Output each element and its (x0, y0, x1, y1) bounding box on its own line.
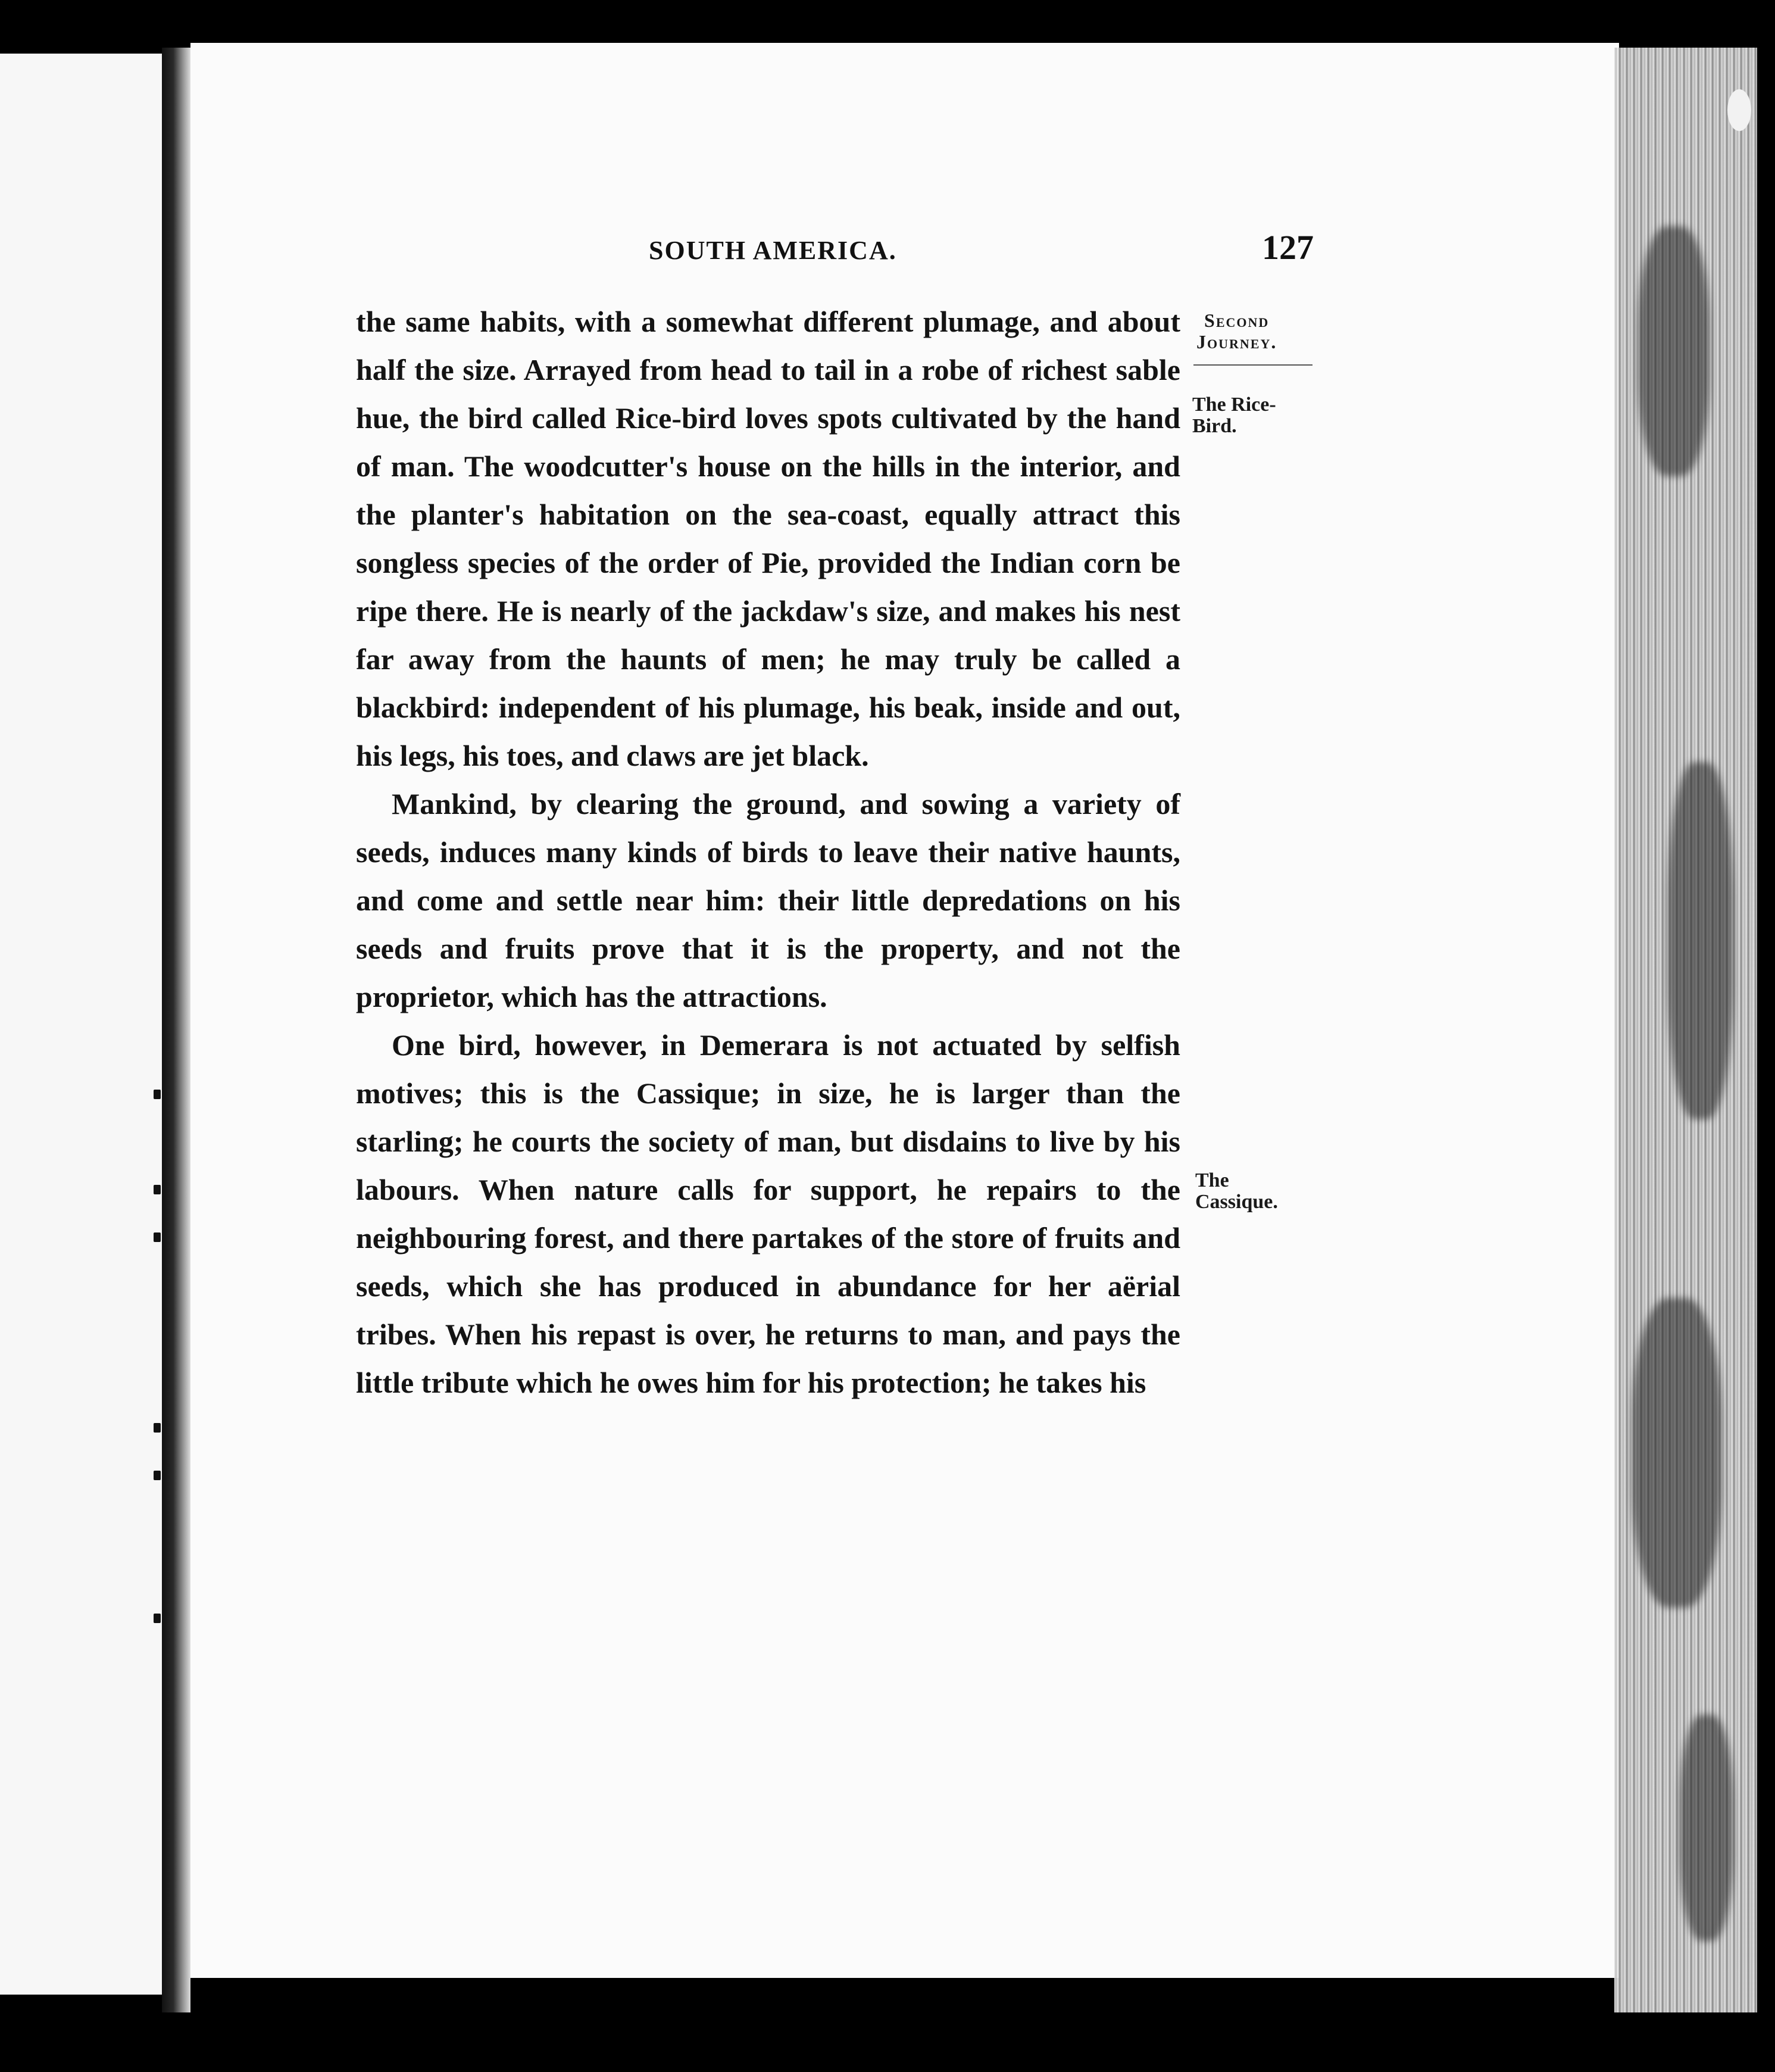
binding-highlight (1727, 89, 1751, 131)
sidenote-cassique: The Cassique. (1195, 1169, 1278, 1213)
print-mark (154, 1423, 161, 1433)
print-mark (154, 1090, 161, 1099)
sidenote-rice-bird: The Rice-Bird. (1192, 394, 1276, 437)
book-gutter (162, 48, 190, 2012)
sidenote-journey (1196, 310, 1277, 352)
paragraph: One bird, however, in Demerara is not actuated by selfish motives; this is the Cassique; in size, he is larger than the starling; he courts the society of man, but disdains to live by his labours. When nature calls for support, he repairs to the neighbouring forest, and there partakes of the store of fruits and seeds, which she has produced in abundance for her aërial tribes. When his repast is over, he returns to man, and pays the little tribute which he owes him for his protection; he takes his (356, 1028, 1180, 1399)
print-mark (154, 1471, 161, 1480)
print-mark (154, 1185, 161, 1194)
sidenote-journey-line2: Journey. (1196, 331, 1277, 352)
marbled-page-edge (1614, 48, 1757, 2012)
print-mark (154, 1614, 161, 1623)
facing-page-edge (0, 54, 165, 1995)
print-mark (154, 1232, 161, 1242)
body-text (356, 298, 1180, 1407)
sidenote-journey-line1: Second (1204, 310, 1270, 331)
page-number: 127 (1262, 228, 1314, 267)
sidenote-rule (1193, 364, 1312, 366)
running-head: SOUTH AMERICA. (649, 236, 897, 265)
paragraph: Mankind, by clearing the ground, and sowing a variety of seeds, induces many kinds of birds to leave their native haunts, and come and settle near him: their little depredations on his seeds and fruits prove that it is the property, and not the proprietor, which has the attractions. (356, 787, 1180, 1013)
paragraph: the same habits, with a somewhat different plumage, and about half the size. Arrayed from head to tail in a robe of richest sable hue, the bird called Rice-bird loves spots cultivated by the hand of man. The woodcutter's house on the hills in the interior, and the planter's habitation on the sea-coast, equally attract this songless species of the order of Pie, provided the Indian corn be ripe there. He is nearly of the jackdaw's size, and makes his nest far away from the haunts of men; he may truly be called a blackbird: independent of his plumage, his beak, inside and out, his legs, his toes, and claws are jet black. (356, 305, 1180, 772)
